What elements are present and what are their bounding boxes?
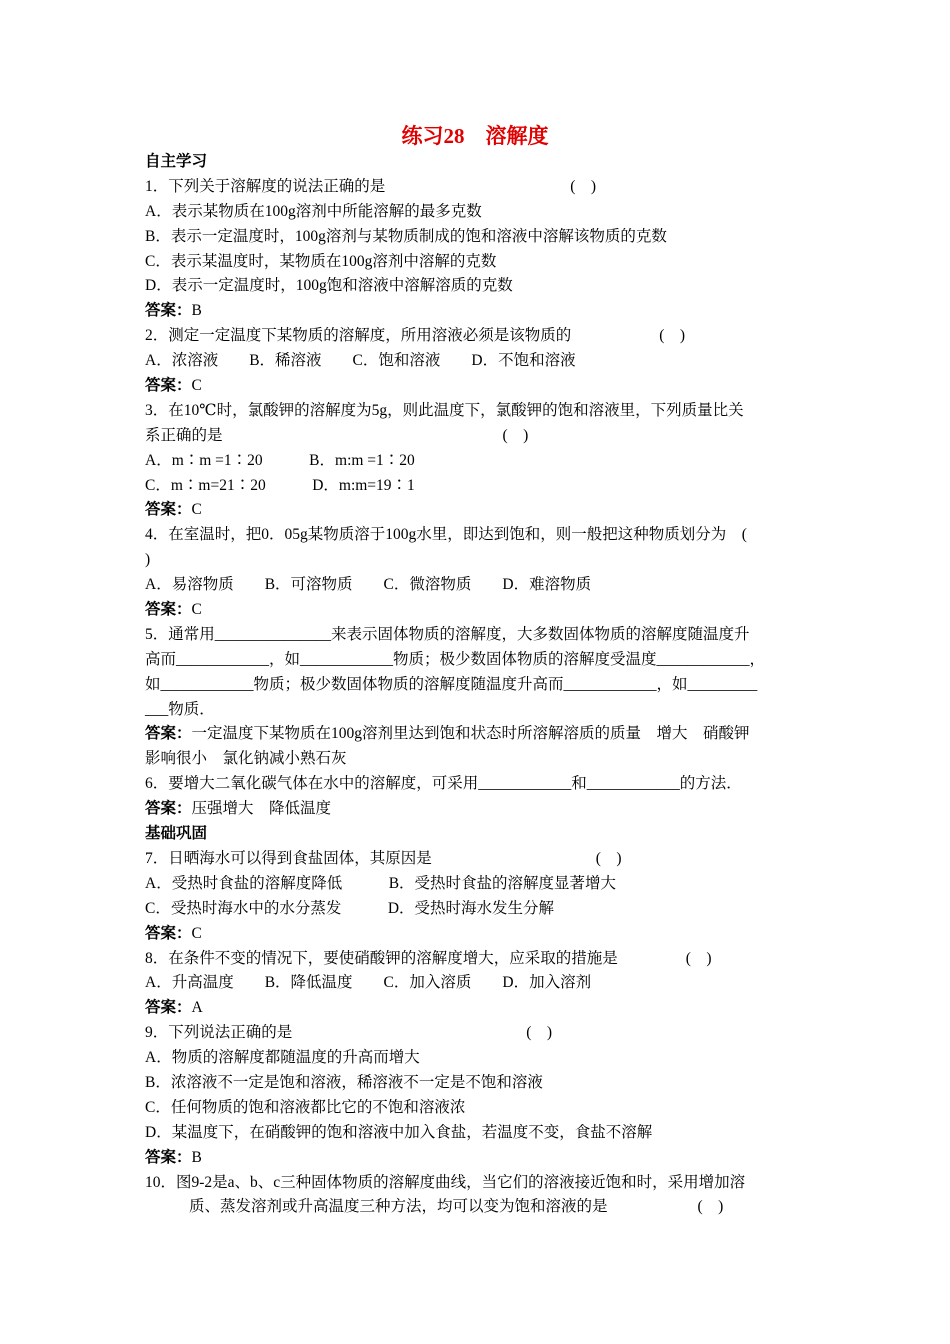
option-line: C．表示某温度时，某物质在100g溶剂中溶解的克数 xyxy=(145,252,497,270)
question-stem: 3．在10℃时，氯酸钾的溶解度为5g，则此温度下，氯酸钾的饱和溶液里，下列质量比关 xyxy=(145,401,744,419)
option-line: D．某温度下，在硝酸钾的饱和溶液中加入食盐，若温度不变，食盐不溶解 xyxy=(145,1123,653,1141)
option-line: C．任何物质的饱和溶液都比它的不饱和溶液浓 xyxy=(145,1098,466,1116)
answer-line: 答案：C xyxy=(145,501,202,519)
option-line: B．浓溶液不一定是饱和溶液，稀溶液不一定是不饱和溶液 xyxy=(145,1073,543,1091)
fill-blank-line: 如____________物质；极少数固体物质的溶解度随温度升高而____________，如_________ xyxy=(145,675,758,693)
option-line: C．m∶m=21∶20 D．m:m=19∶1 xyxy=(145,476,415,494)
option-line: A．表示某物质在100g溶剂中所能溶解的最多克数 xyxy=(145,202,482,220)
answer-line: 答案：A xyxy=(145,999,203,1017)
question-stem: 2．测定一定温度下某物质的溶解度，所用溶液必须是该物质的 ( ) xyxy=(145,327,686,345)
question-stem: 8．在条件不变的情况下，要使硝酸钾的溶解度增大，应采取的措施是 ( ) xyxy=(145,949,712,967)
document-body xyxy=(145,150,815,1220)
answer-line: 答案：C xyxy=(145,924,202,942)
page-title: 练习28 溶解度 xyxy=(401,124,549,148)
answer-line-continued: 影响很小 氯化钠减小熟石灰 xyxy=(145,750,347,768)
option-line: C．受热时海水中的水分蒸发 D．受热时海水发生分解 xyxy=(145,899,555,917)
fill-blank-line: ___物质． xyxy=(145,700,215,718)
section-heading: 基础巩固 xyxy=(145,825,208,843)
section-heading: 自主学习 xyxy=(145,153,208,170)
answer-line: 答案：B xyxy=(145,302,202,320)
option-line: A．易溶物质 B．可溶物质 C．微溶物质 D．难溶物质 xyxy=(145,576,592,594)
question-stem: 7．日晒海水可以得到食盐固体，其原因是 ( ) xyxy=(145,849,622,867)
question-stem: 9．下列说法正确的是 ( ) xyxy=(145,1024,553,1042)
answer-line: 答案：C xyxy=(145,377,202,395)
question-stem: 10．图9-2是a、b、c三种固体物质的溶解度曲线，当它们的溶液接近饱和时，采用增加溶 xyxy=(145,1173,746,1191)
answer-line: 答案：C xyxy=(145,601,202,619)
fill-blank-line: 5．通常用_______________来表示固体物质的溶解度，大多数固体物质的溶解度随温度升 xyxy=(145,625,750,643)
option-line: A．受热时食盐的溶解度降低 B．受热时食盐的溶解度显著增大 xyxy=(145,874,617,892)
question-stem-continued: ) xyxy=(145,551,151,569)
question-stem: 4．在室温时，把0．05g某物质溶于100g水里，即达到饱和，则一般把这种物质划分为 ( xyxy=(145,526,747,544)
question-stem-continued: 系正确的是 ( ) xyxy=(145,426,529,444)
answer-line: 答案：压强增大 降低温度 xyxy=(145,800,332,818)
answer-line: 答案：一定温度下某物质在100g溶剂里达到饱和状态时所溶解溶质的质量 增大 硝酸钾 xyxy=(145,725,750,743)
fill-blank-line: 6．要增大二氧化碳气体在水中的溶解度，可采用____________和____________的方法． xyxy=(145,775,742,793)
option-line: A．浓溶液 B．稀溶液 C．饱和溶液 D．不饱和溶液 xyxy=(145,352,576,370)
answer-line: 答案：B xyxy=(145,1148,202,1166)
option-line: B．表示一定温度时，100g溶剂与某物质制成的饱和溶液中溶解该物质的克数 xyxy=(145,227,667,245)
option-line: A．升高温度 B．降低温度 C．加入溶质 D．加入溶剂 xyxy=(145,974,592,992)
question-stem: 1．下列关于溶解度的说法正确的是 ( ) xyxy=(145,177,597,195)
fill-blank-line: 高而____________，如____________物质；极少数固体物质的溶解度受温度____________， xyxy=(145,650,766,668)
option-line: D．表示一定温度时，100g饱和溶液中溶解溶质的克数 xyxy=(145,277,513,295)
option-line: A．m∶m =1∶20 B．m:m =1∶20 xyxy=(145,451,415,469)
question-stem-continued: 质、蒸发溶剂或升高温度三种方法，均可以变为饱和溶液的是 ( ) xyxy=(189,1198,724,1216)
option-line: A．物质的溶解度都随温度的升高而增大 xyxy=(145,1049,420,1067)
